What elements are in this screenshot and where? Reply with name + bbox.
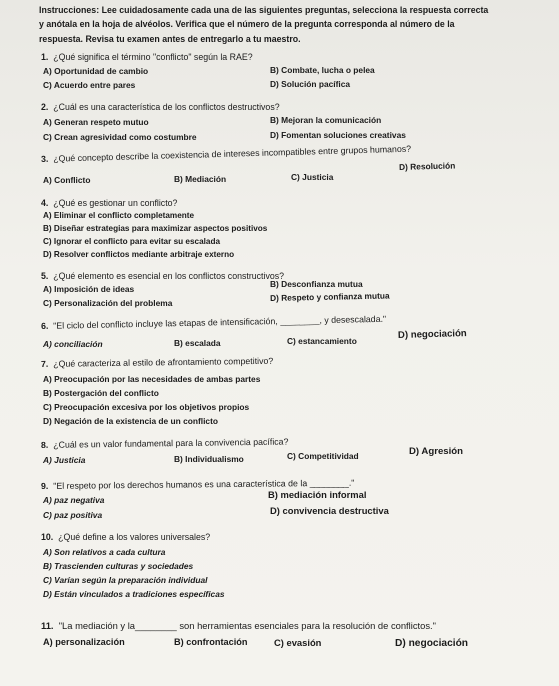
option-c[interactable]: C) Justicia [291,172,334,182]
question-1-stem [41,52,253,62]
option-b[interactable]: B) Mediación [174,174,227,184]
question-2-stem [41,102,280,112]
option-d[interactable]: D) negociación [397,328,467,341]
question-number: 1. [41,52,49,62]
option-c[interactable]: C) Ignorar el conflicto para evitar su escalada [43,237,221,246]
option-c[interactable]: C) evasión [274,637,322,648]
question-text-end: son herramientas esenciales para la resolución de conflictos." [179,620,436,631]
option-b[interactable]: B) Postergación del conflicto [43,388,159,398]
option-b[interactable]: B) Desconfianza mutua [270,279,363,289]
option-d[interactable]: D) Están vinculados a tradiciones específicas [43,589,225,599]
option-c[interactable]: C) Personalización del problema [43,298,173,308]
question-text-end: ." [348,477,355,488]
option-a[interactable]: A) Generan respeto mutuo [43,117,149,127]
instructions-text-1: Lee cuidadosamente cada una de las siguientes preguntas, selecciona la respuesta correcta [101,5,489,15]
option-b[interactable]: B) Diseñar estrategias para maximizar aspectos positivos [43,224,268,233]
instructions-label: Instrucciones: [39,5,100,15]
option-c[interactable]: C) Preocupación excesiva por los objetivos propios [43,402,250,412]
option-b[interactable]: B) Individualismo [174,454,244,464]
question-number: 5. [41,271,49,281]
option-c[interactable]: C) Crean agresividad como costumbre [43,132,197,142]
option-c[interactable]: C) Acuerdo entre pares [43,80,136,90]
answer-blank: ________ [309,477,349,489]
question-number: 10. [41,532,54,542]
option-b[interactable]: B) mediación informal [268,489,367,500]
option-a[interactable]: A) Oportunidad de cambio [43,66,149,76]
question-text: "El respeto por los derechos humanos es una característica de la [53,478,308,491]
instructions-line-3: respuesta. Revisa tu examen antes de entregarlo a tu maestro. [39,34,301,44]
answer-blank: ________ [135,620,177,631]
option-a[interactable]: A) Conflicto [43,175,91,185]
question-number: 4. [41,198,49,208]
question-4-stem [41,198,177,208]
question-text: ¿Qué define a los valores universales? [58,532,211,542]
option-d[interactable]: D) negociación [395,638,469,649]
question-text-end: , y desescalada." [319,313,387,326]
option-b[interactable]: B) escalada [174,338,221,348]
option-d[interactable]: D) Solución pacífica [270,79,351,89]
option-b[interactable]: B) Trascienden culturas y sociedades [43,561,194,571]
option-c[interactable]: C) Varían según la preparación individual [43,575,208,585]
question-text: ¿Qué significa el término "conflicto" según la RAE? [53,52,253,62]
option-a[interactable]: A) Preocupación por las necesidades de ambas partes [43,374,261,384]
question-number: 2. [41,102,49,112]
option-d[interactable]: D) Respeto y confianza mutua [269,290,390,303]
question-text: "La mediación y la [58,620,136,631]
question-text: ¿Qué concepto describe la coexistencia de intereses incompatibles entre grupos humanos? [53,143,412,164]
option-a[interactable]: A) conciliación [43,339,103,349]
question-number: 3. [40,153,49,164]
option-d[interactable]: D) Agresión [409,446,464,457]
option-a[interactable]: A) personalización [43,637,125,647]
question-number: 7. [40,358,49,369]
option-a[interactable]: A) Son relativos a cada cultura [43,547,166,557]
question-number: 11. [41,620,54,631]
question-number: 6. [40,320,49,331]
question-6-stem [41,314,386,331]
question-number: 8. [40,439,49,450]
question-text: ¿Qué caracteriza al estilo de afrontamiento competitivo? [53,355,274,369]
option-b[interactable]: B) Mejoran la comunicación [270,115,382,125]
option-a[interactable]: A) paz negativa [43,495,105,505]
question-text: ¿Qué es gestionar un conflicto? [53,198,178,208]
question-text: "El ciclo del conflicto incluye las etapas de intensificación, [53,316,278,331]
option-c[interactable]: C) paz positiva [43,510,103,520]
question-8-stem [41,437,289,450]
option-d[interactable]: D) Fomentan soluciones creativas [270,130,406,140]
option-a[interactable]: A) Imposición de ideas [43,284,135,294]
question-text: ¿Cuál es un valor fundamental para la convivencia pacífica? [53,436,289,450]
instructions-line-1 [39,5,488,15]
question-10-stem [41,532,210,542]
question-number: 9. [40,480,49,491]
answer-blank: ________ [280,315,320,326]
option-b[interactable]: B) confrontación [174,637,248,647]
question-11-stem [41,621,436,631]
option-d[interactable]: D) Negación de la existencia de un conflicto [43,416,218,426]
question-3-stem [41,144,411,164]
question-7-stem [41,356,273,369]
option-a[interactable]: A) Eliminar el conflicto completamente [43,211,195,220]
option-d[interactable]: D) Resolver conflictos mediante arbitraje externo [43,250,235,259]
question-text: ¿Qué elemento es esencial en los conflictos constructivos? [53,271,285,281]
instructions-line-2: y anótala en la hoja de alvéolos. Verifica que el número de la pregunta corresponda al número de la [39,19,455,29]
question-5-stem [41,271,284,281]
option-c[interactable]: C) estancamiento [287,336,357,346]
option-d[interactable]: D) Resolución [398,160,456,172]
option-a[interactable]: A) Justicia [43,455,86,465]
question-text: ¿Cuál es una característica de los conflictos destructivos? [53,102,280,112]
option-b[interactable]: B) Combate, lucha o pelea [270,65,375,75]
option-d[interactable]: D) convivencia destructiva [270,505,389,516]
option-c[interactable]: C) Competitividad [287,451,359,461]
